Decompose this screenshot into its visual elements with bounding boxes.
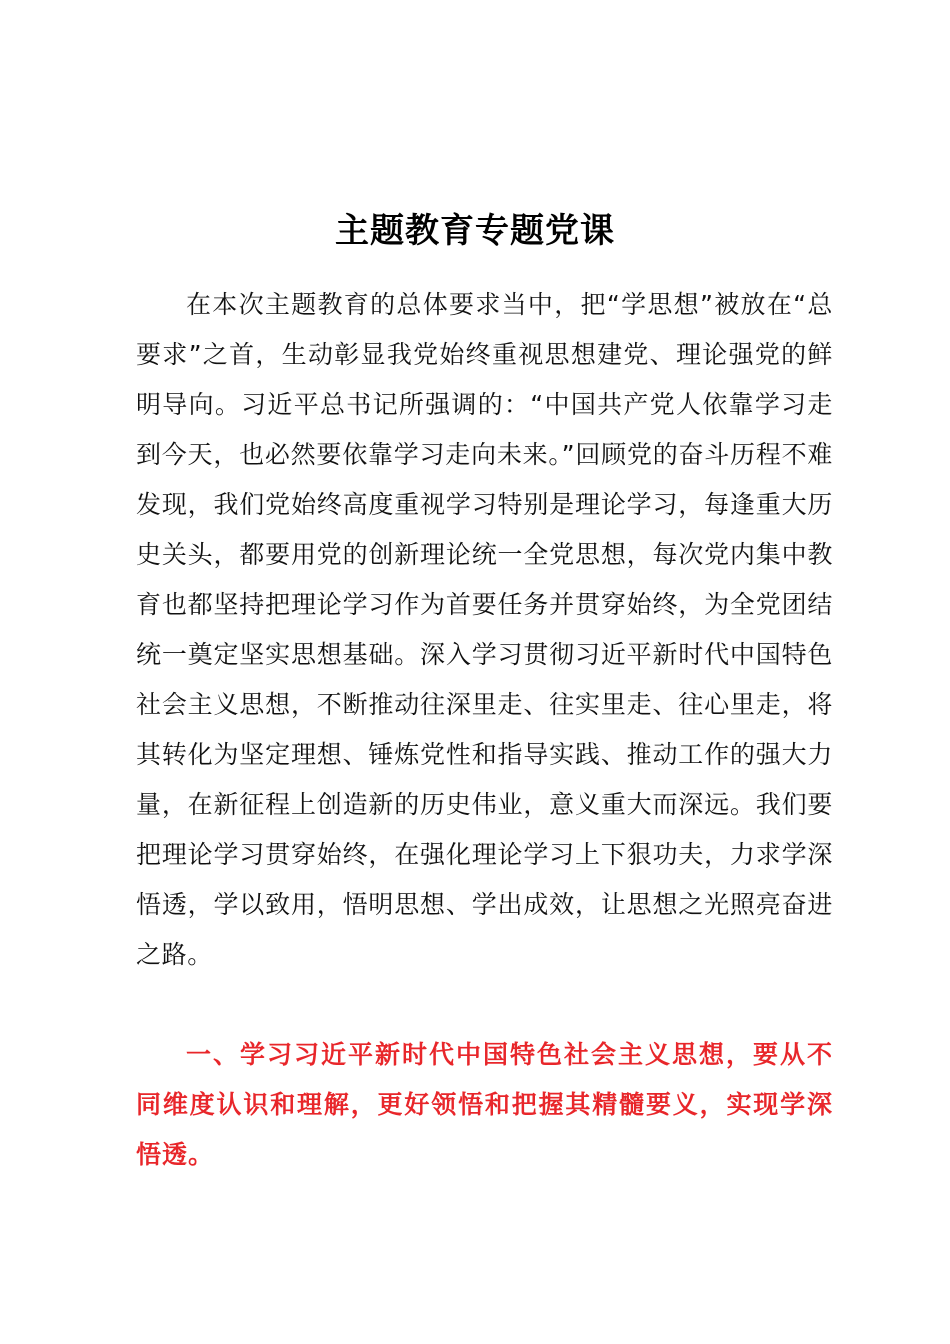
document-title: 主题教育专题党课 (335, 211, 615, 251)
section-heading: 一、学习习近平新时代中国特色社会主义思想，要从不同维度认识和理解，更好领悟和把握其精髓要义，实现学深悟透。 (136, 1040, 833, 1169)
body-paragraph: 在本次主题教育的总体要求当中，把“学思想”被放在“总要求”之首，生动彰显我党始终重视思想建党、理论强党的鲜明导向。习近平总书记所强调的：“中国共产党人依靠学习走到今天，也必然要依靠学习走向未来。”回顾党的奋斗历程不难发现，我们党始终高度重视学习特别是理论学习，每逢重大历史关头，都要用党的创新理论统一全党思想，每次党内集中教育也都坚持把理论学习作为首要任务并贯穿始终，为全党团结统一奠定坚实思想基础。深入学习贯彻习近平新时代中国特色社会主义思想，不断推动往深里走、往实里走、往心里走，将其转化为坚定理想、锤炼党性和指导实践、推动工作的强大力量，在新征程上创造新的历史伟业，意义重大而深远。我们要把理论学习贯穿始终，在强化理论学习上下狠功夫，力求学深悟透，学以致用，悟明思想、学出成效，让思想之光照亮奋进之路。 (136, 290, 833, 969)
